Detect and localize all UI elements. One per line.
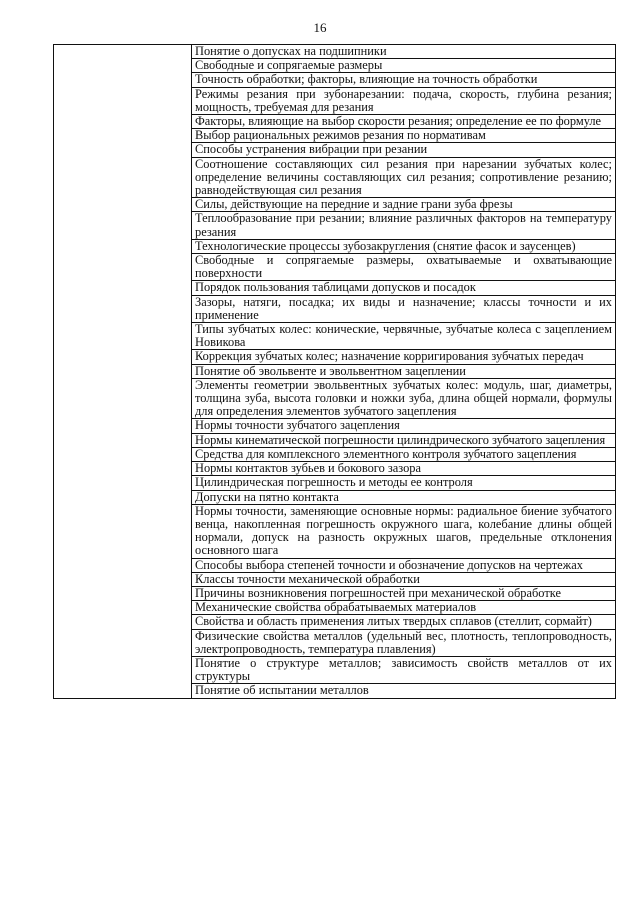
topic-cell [192,143,616,157]
topic-cell [192,239,616,253]
topic-cell [192,490,616,504]
topic-text: Причины возникновения погрешностей при механической обработке [195,585,561,600]
topic-cell [192,45,616,59]
topic-text: Выбор рациональных режимов резания по нормативам [195,128,486,143]
topic-cell [192,656,616,683]
topic-cell [192,447,616,461]
topic-text: Соотношение составляющих сил резания при нарезании зубчатых колес; определение величины составляющих сил резания; сопротивление резанию; равнодействующая сил резания [195,156,612,198]
topic-cell [192,572,616,586]
topic-text: Технологические процессы зубозакругления (снятие фасок и заусенцев) [195,238,576,253]
topic-cell [192,378,616,419]
topic-cell [192,558,616,572]
topic-text: Факторы, влияющие на выбор скорости резания; определение ее по формуле [195,114,602,129]
topic-text: Средства для комплексного элементного контроля зубчатого зацепления [195,446,577,461]
topic-text: Нормы контактов зубьев и бокового зазора [195,461,421,476]
topic-text: Свободные и сопрягаемые размеры [195,58,383,73]
topic-text: Понятие об эвольвенте и эвольвентном зацеплении [195,363,466,378]
topic-cell [192,59,616,73]
topic-text: Свойства и область применения литых твердых сплавов (стеллит, сормайт) [195,614,592,629]
topic-text: Физические свойства металлов (удельный вес, плотность, теплопроводность, электропроводность, температура плавления) [195,628,612,656]
topic-text: Цилиндрическая погрешность и методы ее контроля [195,475,473,490]
topic-cell [192,586,616,600]
topic-text: Зазоры, натяги, посадка; их виды и назначение; классы точности и их применение [195,294,612,322]
topic-text: Понятие об испытании металлов [195,683,369,698]
topic-text: Теплообразование при резании; влияние различных факторов на температуру резания [195,211,612,239]
topic-text: Механические свойства обрабатываемых материалов [195,600,477,615]
page-number: 16 [313,20,327,35]
topic-text: Нормы кинематической погрешности цилиндрического зубчатого зацепления [195,432,606,447]
topic-text: Допуски на пятно контакта [195,489,339,504]
topic-text: Коррекция зубчатых колес; назначение корригирования зубчатых передач [195,349,584,364]
topic-cell [192,129,616,143]
topic-text: Типы зубчатых колес: конические, червячные, зубчатые колеса с зацеплением Новикова [195,322,612,350]
topic-text: Элементы геометрии эвольвентных зубчатых колес: модуль, шаг, диаметры, толщина зуба, высота головки и ножки зуба, длина общей нормали, формулы для определения элементов зубчатого зацепления [195,377,612,419]
topic-cell [192,254,616,281]
topic-text: Понятие о допусках на подшипники [195,44,387,58]
topic-text: Свободные и сопрягаемые размеры, охватываемые и охватывающие поверхности [195,253,612,281]
left-cell [54,45,192,699]
topic-text: Нормы точности, заменяющие основные нормы: радиальное биение зубчатого венца, накопленная погрешность окружного шага, колебание длины общей нормали, допуск на разность окружных шагов, предельные отклонения основного шага [195,503,612,558]
topic-cell [192,295,616,322]
topic-text: Режимы резания при зубонарезании: подача, скорость, глубина резания; мощность, требуемая для резания [195,86,612,114]
topic-cell [192,212,616,239]
topic-text: Способы устранения вибрации при резании [195,142,428,157]
topic-text: Классы точности механической обработки [195,571,420,586]
topic-cell [192,462,616,476]
topic-text: Точность обработки; факторы, влияющие на точность обработки [195,72,538,87]
topic-cell [192,281,616,295]
topic-cell [192,601,616,615]
topic-cell [192,350,616,364]
topic-cell [192,87,616,114]
table-row [54,45,616,59]
topic-text: Силы, действующие на передние и задние грани зуба фрезы [195,197,513,212]
topic-cell [192,419,616,433]
topic-cell [192,115,616,129]
topic-text: Порядок пользования таблицами допусков и посадок [195,280,476,295]
topic-cell [192,198,616,212]
topic-cell [192,615,616,629]
topic-cell [192,684,616,698]
topic-cell [192,73,616,87]
topic-text: Нормы точности зубчатого зацепления [195,418,400,433]
topics-table [53,44,616,699]
topic-cell [192,629,616,656]
topic-text: Способы выбора степеней точности и обозначение допусков на чертежах [195,557,583,572]
topic-cell [192,364,616,378]
topic-cell [192,323,616,350]
topic-cell [192,476,616,490]
topic-text: Понятие о структуре металлов; зависимость свойств металлов от их структуры [195,655,612,684]
topic-cell [192,504,616,558]
topic-cell [192,157,616,198]
topic-cell [192,433,616,447]
